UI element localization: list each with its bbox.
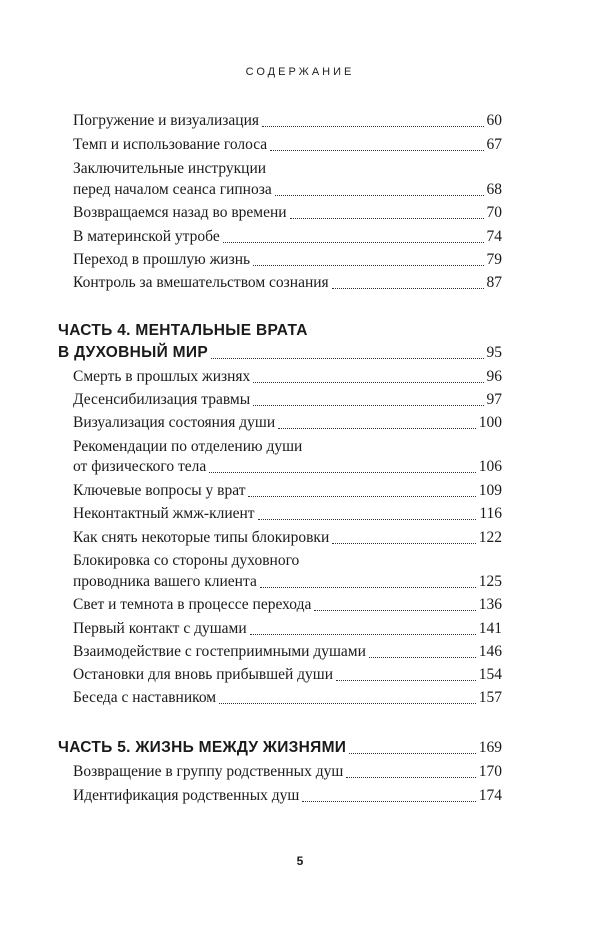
dot-leader <box>253 404 483 406</box>
dot-leader <box>332 287 484 289</box>
toc-entry <box>73 134 502 156</box>
toc-entry-title: от физического тела <box>73 458 207 475</box>
toc-entry-title: Контроль за вмешательством сознания <box>73 274 329 291</box>
toc-entry <box>73 480 502 502</box>
toc-entry-title: Идентификация родственных душ <box>73 787 300 804</box>
dot-leader <box>278 427 476 429</box>
toc-entry <box>73 761 502 783</box>
toc-entry-title: Возвращаемся назад во времени <box>73 204 287 221</box>
toc-entry-title: Возвращение в группу родственных душ <box>73 763 344 780</box>
toc-entry-title: Темп и использование голоса <box>73 136 268 153</box>
toc-entry-title-line1: Рекомендации по отделению души <box>73 438 303 455</box>
toc-entry-title: В материнской утробе <box>73 228 220 245</box>
toc-entry <box>73 503 502 525</box>
toc-entry-title: Визуализация состояния души <box>73 414 276 431</box>
toc-entry-page: 116 <box>479 505 502 522</box>
toc-entry <box>73 594 502 616</box>
part-heading <box>58 342 502 364</box>
toc-entry-title-line1: Блокировка со стороны духовного <box>73 552 300 569</box>
toc-entry <box>73 641 502 663</box>
toc-entry <box>73 389 502 411</box>
toc-entry-page: 97 <box>486 391 502 408</box>
toc-entry-title: Беседа с наставником <box>73 689 217 706</box>
dot-leader <box>219 702 476 704</box>
toc-entry-page: 74 <box>486 228 502 245</box>
dot-leader <box>260 586 476 588</box>
toc-entry-title: Свет и темнота в процессе перехода <box>73 596 312 613</box>
toc-entry-page: 67 <box>486 136 502 153</box>
toc-entry <box>73 687 502 709</box>
toc-entry-page: 170 <box>478 763 502 780</box>
toc-entry-title: Смерть в прошлых жизнях <box>73 368 251 385</box>
page-number: 5 <box>296 854 304 868</box>
dot-leader <box>290 217 484 219</box>
dot-leader <box>223 241 484 243</box>
toc-entry-page: 125 <box>478 573 502 590</box>
toc-entry <box>73 226 502 248</box>
toc-entry <box>73 664 502 686</box>
toc-entry-page: 122 <box>478 529 502 546</box>
dot-leader <box>349 752 476 754</box>
toc-entry <box>73 571 502 593</box>
dot-leader <box>262 125 483 127</box>
toc-entry-page: 79 <box>486 251 502 268</box>
toc-entry-title: Ключевые вопросы у врат <box>73 482 246 499</box>
part-heading-title: В ДУХОВНЫЙ МИР <box>58 344 208 361</box>
toc-entry-title-line1: Заключительные инструкции <box>73 160 267 177</box>
toc-entry-page: 136 <box>478 596 502 613</box>
dot-leader <box>209 471 476 473</box>
dot-leader <box>270 149 483 151</box>
part-heading <box>58 737 502 759</box>
dot-leader <box>314 609 475 611</box>
dot-leader <box>336 679 476 681</box>
toc-entry <box>73 456 502 478</box>
toc-entry-title: перед началом сеанса гипноза <box>73 181 272 198</box>
toc-entry <box>73 202 502 224</box>
dot-leader <box>258 518 477 520</box>
toc-entry <box>73 412 502 434</box>
toc-entry-title: Первый контакт с душами <box>73 620 247 637</box>
toc-entry-page: 60 <box>486 112 502 129</box>
part-heading-page: 95 <box>486 344 502 361</box>
toc-entry-title: Десенсибилизация травмы <box>73 391 251 408</box>
toc-entry-page: 141 <box>478 620 502 637</box>
toc-entry-page: 154 <box>478 666 502 683</box>
toc-entry-title: Остановки для вновь прибывшей души <box>73 666 334 683</box>
toc-entry <box>73 366 502 388</box>
toc-entry-page: 87 <box>486 274 502 291</box>
dot-leader <box>250 633 476 635</box>
toc-entry-page: 68 <box>486 181 502 198</box>
part-heading-line1: ЧАСТЬ 4. МЕНТАЛЬНЫЕ ВРАТА <box>58 322 308 339</box>
dot-leader <box>248 495 475 497</box>
toc-entry-title: Как снять некоторые типы блокировки <box>73 529 330 546</box>
toc-entry-page: 106 <box>478 458 502 475</box>
toc-entry <box>73 785 502 807</box>
toc-entry-page: 96 <box>486 368 502 385</box>
toc-entry-page: 174 <box>478 787 502 804</box>
toc-entry-title: Взаимодействие с гостеприимными душами <box>73 643 366 660</box>
toc-entry <box>73 110 502 132</box>
toc-entry-page: 109 <box>478 482 502 499</box>
dot-leader <box>275 194 484 196</box>
part-heading-page: 169 <box>478 739 502 756</box>
toc-entry <box>73 272 502 294</box>
dot-leader <box>332 542 476 544</box>
toc-entry-page: 100 <box>478 414 502 431</box>
dot-leader <box>253 264 483 266</box>
part-heading-title: ЧАСТЬ 5. ЖИЗНЬ МЕЖДУ ЖИЗНЯМИ <box>58 739 347 756</box>
dot-leader <box>346 776 475 778</box>
toc-entry-title: Неконтактный жмж-клиент <box>73 505 255 522</box>
toc-entry <box>73 249 502 271</box>
toc-entry <box>73 527 502 549</box>
toc-entry-title: проводника вашего клиента <box>73 573 257 590</box>
toc-entry-page: 70 <box>486 204 502 221</box>
toc-entry <box>73 179 502 201</box>
dot-leader <box>302 800 475 802</box>
dot-leader <box>369 656 476 658</box>
toc-entry-page: 157 <box>478 689 502 706</box>
toc-entry <box>73 618 502 640</box>
running-head: СОДЕРЖАНИЕ <box>245 66 355 78</box>
toc-entry-page: 146 <box>478 643 502 660</box>
dot-leader <box>253 381 483 383</box>
toc-entry-title: Переход в прошлую жизнь <box>73 251 251 268</box>
dot-leader <box>211 357 484 359</box>
toc-entry-title: Погружение и визуализация <box>73 112 260 129</box>
